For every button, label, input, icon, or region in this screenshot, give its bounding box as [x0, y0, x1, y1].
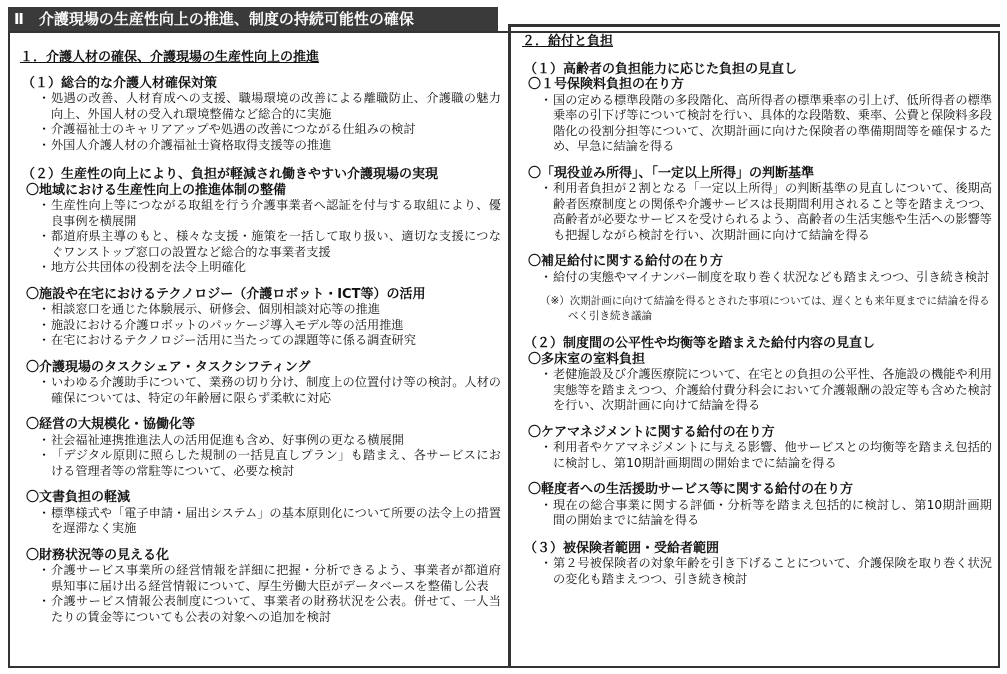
right-column-top-border — [508, 24, 1000, 27]
group-title: （３）被保険者範囲・受給者範囲 — [524, 540, 720, 556]
bullet-item: ・ 施設における介護ロボットのパッケージ導入モデル等の活用推進 — [40, 318, 501, 334]
column-divider — [508, 24, 511, 668]
bullet-item: ・ 在宅におけるテクノロジー活用に当たっての課題等に係る調査研究 — [40, 333, 501, 349]
left-group-2 — [16, 167, 501, 625]
sub-title: 〇補足給付に関する給付の在り方 — [528, 254, 724, 269]
right-group-2 — [518, 336, 992, 529]
bullet-list — [16, 563, 501, 625]
sub-section — [518, 352, 992, 414]
sub-section — [16, 287, 501, 349]
sub-title: 〇１号保険料負担の在り方 — [528, 77, 685, 92]
sub-section — [518, 425, 992, 472]
bullet-list — [518, 270, 992, 286]
left-section-title: １．介護人材の確保、介護現場の生産性向上の推進 — [20, 50, 320, 65]
sub-section — [16, 490, 501, 537]
bullet-item: ・ 老健施設及び介護医療院について、在宅との負担の公平性、各施設の機能や利用実態等を踏まえつつ、介護給付費分科会において介護報酬の設定等も含めた検討を行い、次期計画に向けて結論を得る — [542, 367, 992, 414]
left-column — [10, 33, 507, 666]
sub-section — [16, 417, 501, 479]
bullet-item: ・ 生産性向上等につながる取組を行う介護事業者へ認証を付与する取組により、優良事例を横展開 — [40, 198, 501, 229]
bullet-item: ・ 介護福祉士のキャリアアップや処遇の改善につながる仕組みの検討 — [40, 122, 501, 138]
bullet-item: ・ 標準様式や「電子申請・届出システム」の基本原則化について所要の法令上の措置を遅滞なく実施 — [40, 506, 501, 537]
footnote: （※）次期計画に向けて結論を得るとされた事項については、遅くとも来年夏までに結論を得るべく引き続き議論 — [540, 295, 990, 322]
sub-title: 〇文書負担の軽減 — [26, 490, 131, 505]
sub-section — [518, 77, 992, 155]
bullet-list — [518, 556, 992, 587]
bullet-item: ・ 第２号被保険者の対象年齢を引き下げることについて、介護保険を取り巻く状況の変化も踏まえつつ、引き続き検討 — [542, 556, 992, 587]
group-title: （２）生産性の向上により、負担が軽減され働きやすい介護現場の実現 — [22, 167, 439, 182]
bullet-item: ・ 処遇の改善、人材育成への支援、職場環境の改善による離職防止、介護職の魅力向上、外国人材の受入れ環境整備など総合的に実施 — [40, 91, 501, 122]
bullet-item: ・ 社会福祉連携推進法人の活用促進も含め、好事例の更なる横展開 — [40, 433, 501, 449]
sub-section — [16, 360, 501, 407]
right-group-1 — [518, 62, 992, 325]
sub-title: 〇「現役並み所得」、「一定以上所得」の判断基準 — [528, 165, 815, 181]
bullet-item: ・ 介護サービス情報公表制度について、事業者の財務状況を公表。併せて、一人当たりの賃金等についても公表の対象への追加を検討 — [40, 594, 501, 625]
sub-title: 〇施設や在宅におけるテクノロジー（介護ロボット・ICT等）の活用 — [26, 286, 426, 302]
sub-section — [518, 482, 992, 529]
sub-title: 〇軽度者への生活援助サービス等に関する給付の在り方 — [528, 482, 854, 497]
bullet-list — [16, 91, 501, 153]
bullet-list — [518, 181, 992, 243]
bullet-item: ・ 相談窓口を通じた体験展示、研修会、個別相談対応等の推進 — [40, 302, 501, 318]
sub-title: 〇ケアマネジメントに関する給付の在り方 — [528, 424, 775, 440]
bullet-list — [518, 367, 992, 414]
sub-title: 〇財務状況等の見える化 — [26, 547, 170, 563]
sub-title: 〇地域における生産性向上の推進体制の整備 — [26, 182, 287, 198]
bullet-item: ・ 利用者負担が２割となる「一定以上所得」の判断基準の見直しについて、後期高齢者医療制度との関係や介護サービスは長期間利用されること等を踏まえつつ、高齢者が必要なサービスを受けられるよう、高齢者の生活実態や生活への影響等も把握しながら検討を行い、次期計画に向けて結論を得る — [542, 181, 992, 243]
sub-section — [518, 166, 992, 244]
bullet-item: ・ 現在の総合事業に関する評価・分析等を踏まえ包括的に検討し、第10期計画期間の開始までに結論を得る — [542, 498, 992, 529]
right-section-title: ２．給付と負担 — [522, 34, 614, 49]
bullet-list — [16, 302, 501, 349]
bullet-list — [16, 375, 501, 406]
right-group-3 — [518, 541, 992, 588]
bullet-item: ・ 国の定める標準段階の多段階化、高所得者の標準乗率の引上げ、低所得者の標準乗率の引下げ等について検討を行い、具体的な段階数、乗率、公費と保険料多段階化の役割分担等について、次期計画に向けた保険者の準備期間等を確保するため、早急に結論を得る — [542, 93, 992, 155]
sub-title: 〇多床室の室料負担 — [528, 351, 646, 367]
bullet-item: ・ いわゆる介護助手について、業務の切り分け、制度上の位置付け等の検討。人材の確保については、特定の年齢層に限らず柔軟に対応 — [40, 375, 501, 406]
bullet-item: ・ 「デジタル原則に照らした規制の一括見直しプラン」も踏まえ、各サービスにおける管理者等の常駐等について、必要な検討 — [40, 448, 501, 479]
bullet-list — [16, 433, 501, 480]
bullet-item: ・ 介護サービス事業所の経営情報を詳細に把握・分析できるよう、事業者が都道府県知事に届け出る経営情報について、厚生労働大臣がデータベースを整備し公表 — [40, 563, 501, 594]
bullet-item: ・ 都道府県主導のもと、様々な支援・施策を一括して取り扱い、適切な支援につなぐワンストップ窓口の設置など総合的な事業者支援 — [40, 229, 501, 260]
bullet-list — [16, 198, 501, 276]
bullet-list — [518, 498, 992, 529]
group-title: （１）総合的な介護人材確保対策 — [22, 75, 218, 91]
bullet-item: ・ 外国人介護人材の介護福祉士資格取得支援等の推進 — [40, 138, 501, 154]
bullet-list — [518, 93, 992, 155]
right-column — [512, 28, 998, 666]
sub-section — [518, 254, 992, 285]
group-title: （１）高齢者の負担能力に応じた負担の見直し — [524, 61, 798, 77]
bullet-list — [518, 440, 992, 471]
left-group-1 — [16, 76, 501, 154]
page-title: Ⅱ 介護現場の生産性向上の推進、制度の持続可能性の確保 — [8, 7, 498, 31]
sub-section — [16, 548, 501, 626]
bullet-item: ・ 給付の実態やマイナンバー制度を取り巻く状況なども踏まえつつ、引き続き検討 — [542, 270, 992, 286]
sub-title: 〇経営の大規模化・協働化等 — [26, 417, 196, 432]
bullet-item: ・ 利用者やケアマネジメントに与える影響、他サービスとの均衡等を踏まえ包括的に検討し、第10期計画期間の開始までに結論を得る — [542, 440, 992, 471]
group-title: （２）制度間の公平性や均衡等を踏まえた給付内容の見直し — [524, 336, 876, 351]
bullet-list — [16, 506, 501, 537]
sub-section — [16, 183, 501, 276]
sub-title: 〇介護現場のタスクシェア・タスクシフティング — [26, 359, 311, 375]
bullet-item: ・ 地方公共団体の役割を法令上明確化 — [40, 260, 501, 276]
